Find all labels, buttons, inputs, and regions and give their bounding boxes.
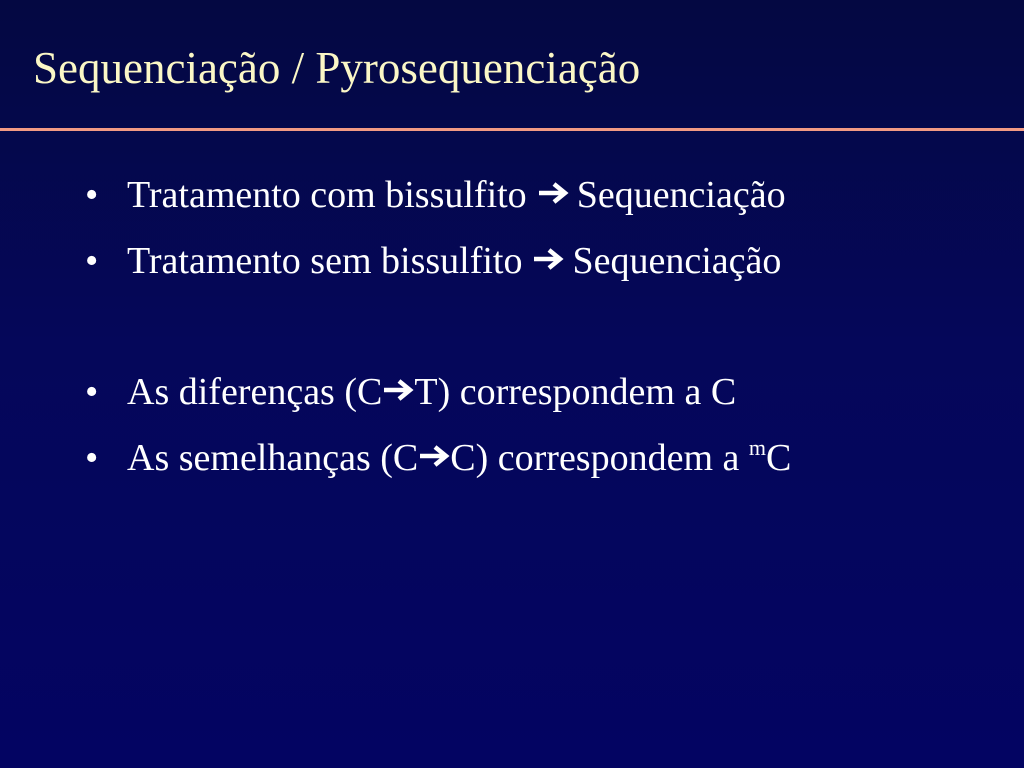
bullet-text-suffix: C	[766, 437, 792, 479]
arrow-right-icon	[532, 248, 564, 270]
bullet-item-differences	[85, 363, 791, 429]
bullet-item-bisulfite-treatment	[85, 166, 791, 232]
bullet-marker: •	[85, 371, 99, 413]
bullet-text-result: Sequenciação	[572, 240, 782, 282]
bullet-text-result: Sequenciação	[576, 174, 786, 216]
bullet-text-result: T) correspondem a C	[414, 371, 737, 413]
bullet-text: As diferenças (C	[127, 371, 383, 413]
bullet-text: As semelhanças (C	[127, 437, 419, 479]
bullet-item-no-bisulfite-treatment	[85, 232, 791, 298]
bullet-marker: •	[85, 174, 99, 216]
bullet-item-similarities	[85, 429, 791, 495]
title-divider	[0, 128, 1024, 131]
bullet-text: Tratamento com bissulfito	[127, 174, 527, 216]
methyl-superscript: m	[748, 435, 767, 460]
arrow-right-icon	[537, 182, 569, 204]
bullet-text: Tratamento sem bissulfito	[127, 240, 523, 282]
bullet-marker: •	[85, 240, 99, 282]
bullet-list	[85, 166, 791, 495]
slide-title: Sequenciação / Pyrosequenciação	[33, 43, 641, 93]
bullet-marker: •	[85, 437, 99, 479]
bullet-text-result: C) correspondem a	[450, 437, 749, 479]
arrow-right-icon	[382, 379, 414, 401]
arrow-right-icon	[418, 445, 450, 467]
